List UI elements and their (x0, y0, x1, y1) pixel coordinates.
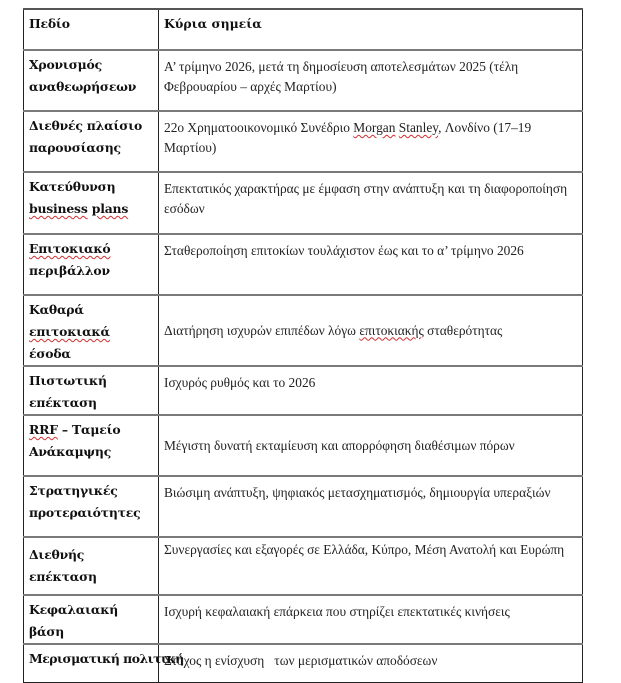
spellcheck-flagged-word[interactable]: Επιτοκιακό (29, 241, 111, 256)
table-row (24, 537, 583, 595)
spellcheck-flagged-word[interactable]: plans (91, 201, 129, 216)
table-row (24, 295, 583, 366)
row-highlights: Μέγιστη δυνατή εκταμίευση και απορρόφηση διαθέσιμων πόρων (159, 415, 583, 476)
spellcheck-flagged-word[interactable]: επιτοκιακά (29, 324, 110, 339)
row-highlights: Βιώσιμη ανάπτυξη, ψηφιακός μετασχηματισμός, δημιουργία υπεραξιών (159, 476, 583, 537)
spellcheck-flagged-word[interactable]: Morgan (353, 120, 396, 135)
bank-outlook-table (23, 8, 583, 683)
row-highlights: Α’ τρίμηνο 2026, μετά τη δημοσίευση αποτελεσμάτων 2025 (τέλη Φεβρουαρίου – αρχές Μαρτίου) (159, 50, 583, 111)
row-field: Μερισματική πολιτική (24, 644, 159, 682)
row-field: Στρατηγικές προτεραιότητες (24, 476, 159, 537)
spellcheck-flagged-word[interactable]: επιτοκιακής (359, 322, 424, 338)
spellcheck-flagged-word[interactable]: business (29, 201, 88, 216)
row-field: RRF – Ταμείο Ανάκαμψης (24, 415, 159, 476)
header-field: Πεδίο (24, 9, 159, 50)
table-row (24, 476, 583, 537)
row-highlights: Ισχυρή κεφαλαιακή επάρκεια που στηρίζει επεκτατικές κινήσεις (159, 595, 583, 644)
header-highlights: Κύρια σημεία (159, 9, 583, 50)
row-field: Χρονισμός αναθεωρήσεων (24, 50, 159, 111)
row-highlights: Σταθεροποίηση επιτοκίων τουλάχιστον έως και το α’ τρίμηνο 2026 (159, 234, 583, 295)
row-field: Καθαρά επιτοκιακά έσοδα (24, 295, 159, 366)
table-row (24, 172, 583, 234)
row-highlights: Στόχος η ενίσχυση των μερισματικών αποδόσεων (159, 644, 583, 682)
table-row (24, 595, 583, 644)
row-field: Διεθνές πλαίσιο παρουσίασης (24, 111, 159, 172)
table-row (24, 415, 583, 476)
table-row (24, 234, 583, 295)
spellcheck-flagged-word[interactable]: RRF (29, 422, 58, 437)
spellcheck-flagged-word[interactable]: Stanley (398, 120, 439, 135)
row-highlights: Συνεργασίες και εξαγορές σε Ελλάδα, Κύπρο, Μέση Ανατολή και Ευρώπη (159, 537, 583, 595)
table-row (24, 50, 583, 111)
row-field: Πιστωτική επέκταση (24, 366, 159, 415)
table-row (24, 111, 583, 172)
row-highlights: 22ο Χρηματοοικονομικό Συνέδριο Morgan Stanley, Λονδίνο (17–19 Μαρτίου) (159, 111, 583, 172)
table-row (24, 644, 583, 682)
row-highlights: Διατήρηση ισχυρών επιπέδων λόγω επιτοκιακής σταθερότητας (159, 295, 583, 366)
row-field: Διεθνής επέκταση (24, 537, 159, 595)
table-header-row (24, 9, 583, 50)
row-field: Επιτοκιακό περιβάλλον (24, 234, 159, 295)
row-field: Κατεύθυνση business plans (24, 172, 159, 234)
row-highlights: Επεκτατικός χαρακτήρας με έμφαση στην ανάπτυξη και τη διαφοροποίηση εσόδων (159, 172, 583, 234)
row-field: Κεφαλαιακή βάση (24, 595, 159, 644)
row-highlights: Ισχυρός ρυθμός και το 2026 (159, 366, 583, 415)
table-row (24, 366, 583, 415)
